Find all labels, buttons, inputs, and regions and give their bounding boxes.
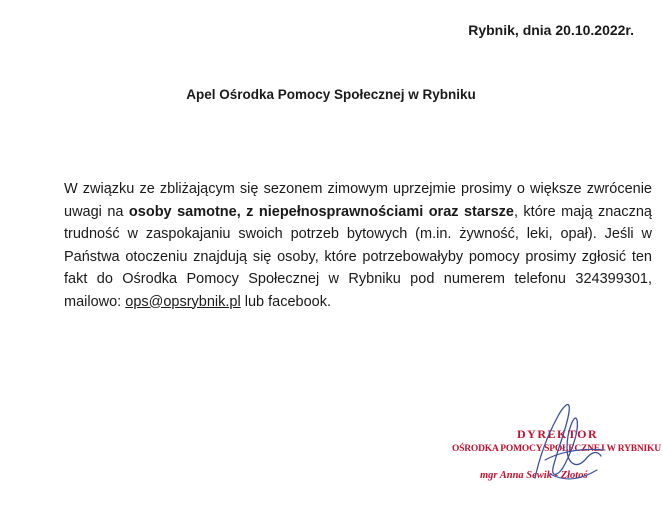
stamp-name: mgr Anna Sewik - Złotoś — [480, 470, 588, 481]
body-text-3: lub facebook. — [240, 293, 332, 310]
body-text-1: W związku ze zbliżającym się sezonem zimowym uprzejmie prosimy o większe zwrócenie uwagi na — [64, 181, 652, 220]
document-date: Rybnik, dnia 20.10.2022r. — [468, 22, 634, 38]
director-stamp — [452, 427, 660, 497]
stamp-organization: OŚRODKA POMOCY SPOŁECZNEJ W RYBNIKU — [452, 444, 661, 454]
stamp-role: DYREKTOR — [517, 427, 599, 441]
document-title: Apel Ośrodka Pomocy Społecznej w Rybniku — [186, 87, 476, 102]
email-link[interactable]: ops@opsrybnik.pl — [125, 293, 241, 310]
body-text-2: , które mają znaczną trudność w zaspokajaniu swoich potrzeb bytowych (m.in. żywność, leki, opał). Jeśli w Państwa otoczeniu znajdują się osoby, które potrzebowałyby pomocy prosimy zgłosić ten fakt do Ośrodka Pomocy Społecznej w Rybniku pod numerem telefonu 324399301, mailowo: — [64, 203, 652, 310]
document-body — [64, 178, 652, 313]
body-bold-text: osoby samotne, z niepełnosprawnościami oraz starsze — [128, 203, 514, 220]
